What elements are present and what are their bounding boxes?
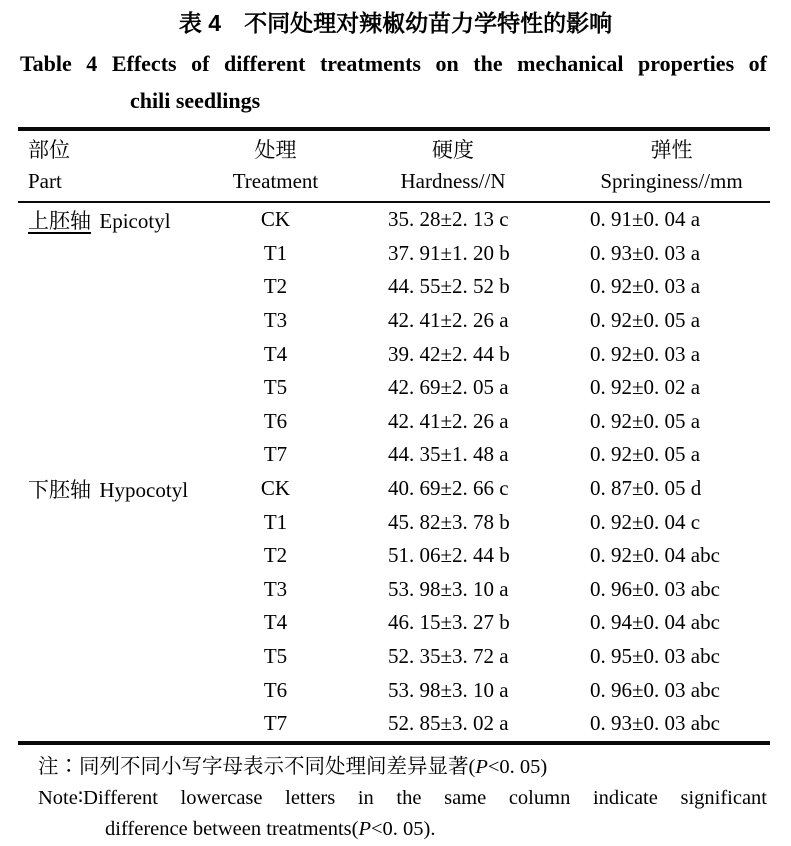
treatment-cell: T7: [263, 442, 288, 467]
treatment-cell: T5: [263, 375, 288, 400]
treatment-cell: T2: [263, 543, 288, 568]
springiness-cell: 0. 92±0. 03 a: [590, 274, 701, 299]
treatment-cell: T5: [263, 644, 288, 669]
table-row: [18, 539, 770, 573]
col-header-springiness: [573, 129, 770, 202]
table-row: [18, 371, 770, 405]
table-header: [18, 129, 770, 202]
col-header-springiness-zh: 弹性: [650, 138, 693, 162]
treatment-cell: T7: [263, 711, 288, 736]
treatment-cell: T6: [263, 677, 288, 702]
col-header-treatment: [218, 129, 333, 202]
treatment-cell: T1: [263, 240, 288, 265]
treatment-cell: T6: [263, 408, 288, 433]
table-row: [18, 304, 770, 338]
table-row: [18, 606, 770, 640]
treatment-cell: T4: [263, 341, 288, 366]
treatment-cell: T2: [263, 274, 288, 299]
springiness-cell: 0. 94±0. 04 abc: [590, 610, 720, 635]
hardness-cell: 42. 69±2. 05 a: [388, 375, 509, 400]
table-notes: [38, 752, 767, 845]
springiness-cell: 0. 93±0. 03 a: [590, 240, 701, 265]
col-header-part-zh: 部位: [28, 138, 70, 162]
part-cell: [18, 438, 218, 472]
table-row: [18, 640, 770, 674]
col-header-part: [18, 129, 218, 202]
col-header-springiness-en: Springiness//mm: [600, 169, 743, 193]
springiness-cell: 0. 92±0. 02 a: [590, 375, 701, 400]
table-row: [18, 270, 770, 304]
table-row: [18, 505, 770, 539]
springiness-cell: 0. 95±0. 03 abc: [590, 644, 720, 669]
part-cell: [18, 304, 218, 338]
table-row: [18, 707, 770, 743]
table-body: [18, 202, 770, 743]
col-header-treatment-en: Treatment: [232, 169, 319, 193]
springiness-cell: 0. 92±0. 05 a: [590, 408, 701, 433]
header-row: [18, 129, 770, 202]
springiness-cell: 0. 96±0. 03 abc: [590, 677, 720, 702]
table-row: [18, 573, 770, 607]
springiness-cell: 0. 87±0. 05 d: [590, 476, 702, 501]
hardness-cell: 51. 06±2. 44 b: [388, 543, 510, 568]
table-row: [18, 237, 770, 271]
hardness-cell: 35. 28±2. 13 c: [388, 207, 509, 232]
hardness-cell: 42. 41±2. 26 a: [388, 308, 509, 333]
note-zh: 注∶同列不同小写字母表示不同处理间差异显著(P<0. 05): [38, 755, 548, 778]
treatment-cell: T3: [263, 576, 288, 601]
treatment-cell: T4: [263, 610, 288, 635]
part-cell: [18, 405, 218, 439]
note-en-line2: difference between treatments(P<0. 05).: [105, 817, 436, 840]
table-row: [18, 673, 770, 707]
hardness-cell: 39. 42±2. 44 b: [388, 341, 510, 366]
treatment-cell: CK: [260, 207, 291, 232]
hardness-cell: 45. 82±3. 78 b: [388, 509, 510, 534]
part-cell: [18, 270, 218, 304]
springiness-cell: 0. 92±0. 05 a: [590, 308, 701, 333]
italic-p: P: [475, 755, 488, 778]
table-row: [18, 472, 770, 506]
springiness-cell: 0. 92±0. 04 c: [590, 509, 701, 534]
hardness-cell: 46. 15±3. 27 b: [388, 610, 510, 635]
treatment-cell: T1: [263, 509, 288, 534]
hardness-cell: 40. 69±2. 66 c: [388, 476, 509, 501]
part-cell: [18, 640, 218, 674]
hardness-cell: 42. 41±2. 26 a: [388, 408, 509, 433]
table-row: [18, 438, 770, 472]
part-cell: [18, 539, 218, 573]
col-header-treatment-zh: 处理: [254, 138, 297, 162]
part-cell: [18, 337, 218, 371]
hardness-cell: 53. 98±3. 10 a: [388, 576, 509, 601]
part-cell: [18, 606, 218, 640]
table-title-en-line1: Table 4 Effects of different treatments on the mechanical properties of: [20, 51, 767, 76]
table-title-en-line2: chili seedlings: [130, 88, 261, 113]
part-cell: 上胚轴 Epicotyl: [28, 208, 171, 233]
italic-p: P: [358, 817, 371, 840]
springiness-cell: 0. 92±0. 05 a: [590, 442, 701, 467]
note-en-line1: Note∶Different lowercase letters in the same column indicate significant: [38, 786, 767, 809]
springiness-cell: 0. 91±0. 04 a: [590, 207, 701, 232]
hardness-cell: 52. 85±3. 02 a: [388, 711, 509, 736]
hardness-cell: 37. 91±1. 20 b: [388, 240, 510, 265]
treatment-cell: T3: [263, 308, 288, 333]
hardness-cell: 44. 55±2. 52 b: [388, 274, 510, 299]
part-cell: [18, 707, 218, 743]
col-header-part-en: Part: [28, 169, 62, 193]
springiness-cell: 0. 93±0. 03 abc: [590, 711, 720, 736]
table-title-zh: 表 4 不同处理对辣椒幼苗力学特性的影响: [178, 10, 613, 36]
part-cell: [18, 371, 218, 405]
col-header-hardness-en: Hardness//N: [400, 169, 506, 193]
hardness-cell: 44. 35±1. 48 a: [388, 442, 509, 467]
part-cell: [18, 237, 218, 271]
data-table: [18, 127, 770, 745]
springiness-cell: 0. 96±0. 03 abc: [590, 576, 720, 601]
part-cell: [18, 573, 218, 607]
treatment-cell: CK: [260, 476, 291, 501]
part-cell: 下胚轴 Hypocotyl: [28, 477, 189, 502]
springiness-cell: 0. 92±0. 04 abc: [590, 543, 720, 568]
table-row: [18, 337, 770, 371]
part-cell: [18, 505, 218, 539]
table-row: [18, 405, 770, 439]
part-cell: [18, 673, 218, 707]
col-header-hardness-zh: 硬度: [432, 138, 474, 162]
springiness-cell: 0. 92±0. 03 a: [590, 341, 701, 366]
col-header-hardness: [333, 129, 573, 202]
hardness-cell: 53. 98±3. 10 a: [388, 677, 509, 702]
hardness-cell: 52. 35±3. 72 a: [388, 644, 509, 669]
table-row: [18, 202, 770, 237]
